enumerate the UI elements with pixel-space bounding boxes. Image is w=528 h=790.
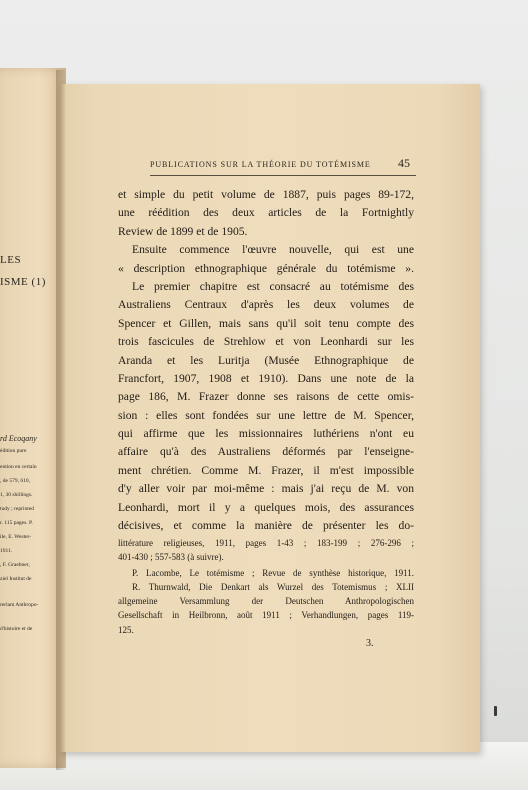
left-page-fragment: 1911.: [0, 548, 13, 554]
left-page-fragment: ention en certain: [0, 464, 37, 470]
footnote-line: R. Thurnwald, Die Denkart als Wurzel des Totemismus ; XLII: [132, 582, 414, 592]
left-page-fragment: d'histoire et de: [0, 626, 33, 632]
body-line: une réédition des deux articles de la Fortnightly: [118, 206, 414, 220]
left-page-fragment: ISME (1): [0, 276, 46, 288]
left-page-fragment: rd Ecoqany: [0, 434, 37, 443]
body-line: Australiens Centraux d'après les deux volumes de: [118, 298, 414, 312]
left-page-fragment: ile, E. Wester-: [0, 534, 32, 540]
left-page-fragment: , de 579, 610,: [0, 478, 30, 484]
body-line: sion : elles sont fondées sur une lettre de M. Spencer,: [118, 408, 414, 422]
body-line: qui affirme que les missionnaires luthériens n'ont eu: [118, 427, 414, 441]
footnote-line: 125.: [118, 624, 134, 635]
edge-mark: [494, 706, 497, 716]
body-line: ment chrétien. Comme M. Frazer, il m'est impossible: [118, 463, 414, 477]
footnote-block-2: [118, 566, 414, 580]
left-page-fragment: r. 115 pages. P.: [0, 520, 33, 526]
body-line: Spencer et Gillen, mais sans qu'il soit tenu compte des: [118, 316, 414, 330]
left-page-fragment: ziel Institut de: [0, 576, 32, 582]
spine-shadow: [56, 70, 66, 770]
left-page-fragment: rerlam Anthropo-: [0, 602, 39, 608]
header-rule: [150, 175, 416, 176]
signature-mark: 3.: [366, 638, 374, 649]
left-page-fragment: LES: [0, 254, 22, 266]
body-text: [118, 186, 414, 535]
body-line: Review de 1899 et de 1905.: [118, 224, 248, 238]
left-page-fragment: 1, 30 shillings.: [0, 492, 33, 498]
left-page-fragment: , F. Graebner,: [0, 562, 30, 568]
body-line: décisives, et comme la manière de présenter les do-: [118, 519, 414, 533]
left-page-fragment: édition pure: [0, 448, 27, 454]
footnote-line: allgemeine Versammlung der Deutschen Anthropologischen: [118, 596, 414, 607]
body-line: affaire qu'à des Australiens déformés par l'enseigne-: [118, 445, 414, 459]
footnote-line: littérature religieuses, 1911, pages 1-43 ; 183-199 ; 276-296 ;: [118, 538, 414, 548]
body-line: et simple du petit volume de 1887, puis pages 89-172,: [118, 188, 414, 201]
body-line: Leonhardi, mort il y a quelques mois, des assurances: [118, 500, 414, 514]
body-line: page 186, M. Frazer donne ses raisons de cette omis-: [118, 390, 414, 404]
left-page-fragment: tudy ; reprinted: [0, 506, 34, 512]
body-line: trois fascicules de Strehlow et von Leonhardi sur les: [118, 335, 414, 349]
running-head: PUBLICATIONS SUR LA THÉORIE DU TOTÉMISME: [150, 160, 371, 169]
body-line: Le premier chapitre est consacré au totémisme des: [132, 279, 414, 293]
footnote-line: 401-430 ; 557-583 (à suivre).: [118, 552, 224, 563]
footnote-block-3: [118, 580, 414, 637]
footnote-line: Gesellschaft in Heilbronn, août 1911 ; Verhandlungen, pages 119-: [118, 610, 414, 621]
body-line: « description ethnographique générale du totémisme ».: [118, 261, 414, 275]
page-number: 45: [398, 156, 410, 170]
body-line: d'y aller voir par moi-même : mais j'ai reçu de M. von: [118, 482, 414, 496]
body-line: Francfort, 1907, 1908 et 1910). Dans une note de la: [118, 371, 414, 385]
body-line: Ensuite commence l'œuvre nouvelle, qui est une: [132, 243, 414, 257]
footnote-block-1: [118, 536, 414, 564]
footnote-line: P. Lacombe, Le totémisme ; Revue de synthèse historique, 1911.: [132, 568, 414, 578]
body-line: Aranda et les Luritja (Musée Ethnographique de: [118, 353, 414, 367]
